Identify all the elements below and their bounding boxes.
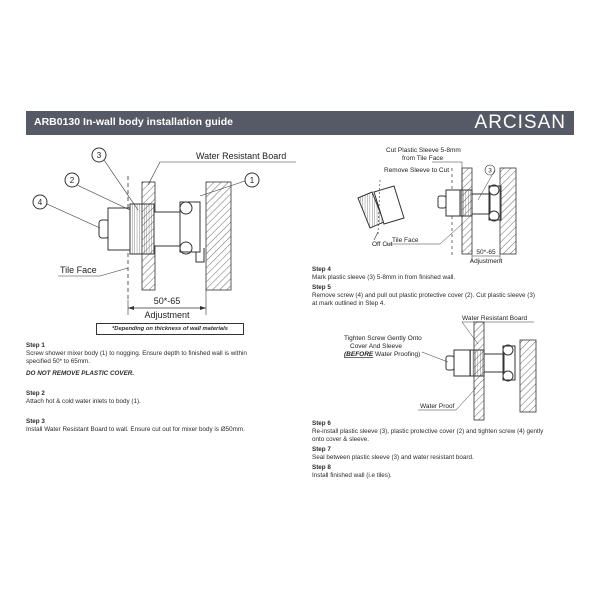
step-heading: Step 6	[312, 420, 331, 427]
step-heading: Step 1	[26, 342, 45, 349]
step-text: Attach hot & cold water inlets to body (1).	[26, 398, 141, 405]
plastic-sleeve	[130, 204, 154, 254]
step-heading: Step 7	[312, 446, 331, 453]
step-text: onto cover & sleeve.	[312, 436, 370, 443]
tighten-line1: Tighten Screw Gently Onto	[344, 335, 422, 342]
step-text: Re-install plastic sleeve (3), plastic protective cover (2) and tighten screw (4) gently	[312, 428, 544, 435]
off-cut-label: Off Cut	[372, 241, 393, 248]
depth-note: *Depending on thickness of wall materials	[96, 323, 244, 335]
tighten-line2: Cover And Sleeve	[350, 343, 403, 350]
step-text: Install Water Resistant Board to wall. Ensure cut out for mixer body is Ø50mm.	[26, 426, 245, 433]
remove-sleeve-label: Remove Sleeve to Cut	[384, 167, 450, 174]
dimension-label-2: 50*-65	[476, 249, 496, 256]
step-text: Install finished wall (i.e tiles).	[312, 472, 392, 479]
protective-cover	[108, 208, 130, 250]
diagram-step-6	[344, 315, 536, 420]
mixer-body	[154, 212, 180, 246]
step-text: Mark plastic sleeve (3) 5-8mm in from finished wall.	[312, 274, 456, 281]
steps-left	[26, 342, 316, 434]
callout-3-text: 3	[96, 151, 102, 160]
step-text: Remove screw (4) and pull out plastic protective cover (2). Cut plastic sleeve (3)	[312, 292, 535, 299]
cut-sleeve-line2: from Tile Face	[402, 155, 444, 162]
step-heading: Step 2	[26, 390, 45, 397]
tile-face-label: Tile Face	[60, 265, 97, 275]
nogging	[206, 182, 231, 290]
step-heading: Step 4	[312, 266, 331, 273]
callout-4-text: 4	[37, 198, 43, 207]
water-proof-label: Water Proof	[420, 403, 455, 410]
adjustment-label: Adjustment	[144, 310, 190, 320]
step-heading: Step 8	[312, 464, 331, 471]
water-resistant-board-label: Water Resistant Board	[196, 151, 287, 161]
brand-logo: ARCISAN	[474, 112, 566, 133]
step-text: specified 50* to 65mm.	[26, 358, 91, 365]
steps-right-bottom	[312, 420, 592, 480]
step-text: Seal between plastic sleeve (3) and water resistant board.	[312, 454, 474, 461]
diagram-step-4-5	[358, 147, 516, 265]
cut-sleeve-line1: Cut Plastic Sleeve 5-8mm	[386, 147, 461, 154]
steps-right-top	[312, 266, 592, 308]
callout-2-text: 2	[69, 176, 75, 185]
step-warning: DO NOT REMOVE PLASTIC COVER.	[26, 370, 135, 377]
step-text: at mark outlined in Step 4.	[312, 300, 386, 307]
tighten-line3: (BEFORE Water Proofing)	[344, 351, 421, 358]
adjustment-label-2: Adjustment	[469, 258, 503, 265]
callout-1-text: 1	[249, 176, 255, 185]
main-diagram	[33, 148, 296, 320]
remove-sleeve-num: 3	[488, 167, 492, 175]
step-heading: Step 5	[312, 284, 331, 291]
step-text: Screw shower mixer body (1) to nogging. Ensure depth to finished wall is within	[26, 350, 247, 357]
page-title: ARB0130 In-wall body installation guide	[34, 116, 233, 128]
dimension-label: 50*-65	[153, 296, 181, 306]
step-heading: Step 3	[26, 418, 45, 425]
tile-face-label-2: Tile Face	[392, 237, 419, 244]
water-resistant-board-label-2: Water Resistant Board	[462, 315, 528, 322]
